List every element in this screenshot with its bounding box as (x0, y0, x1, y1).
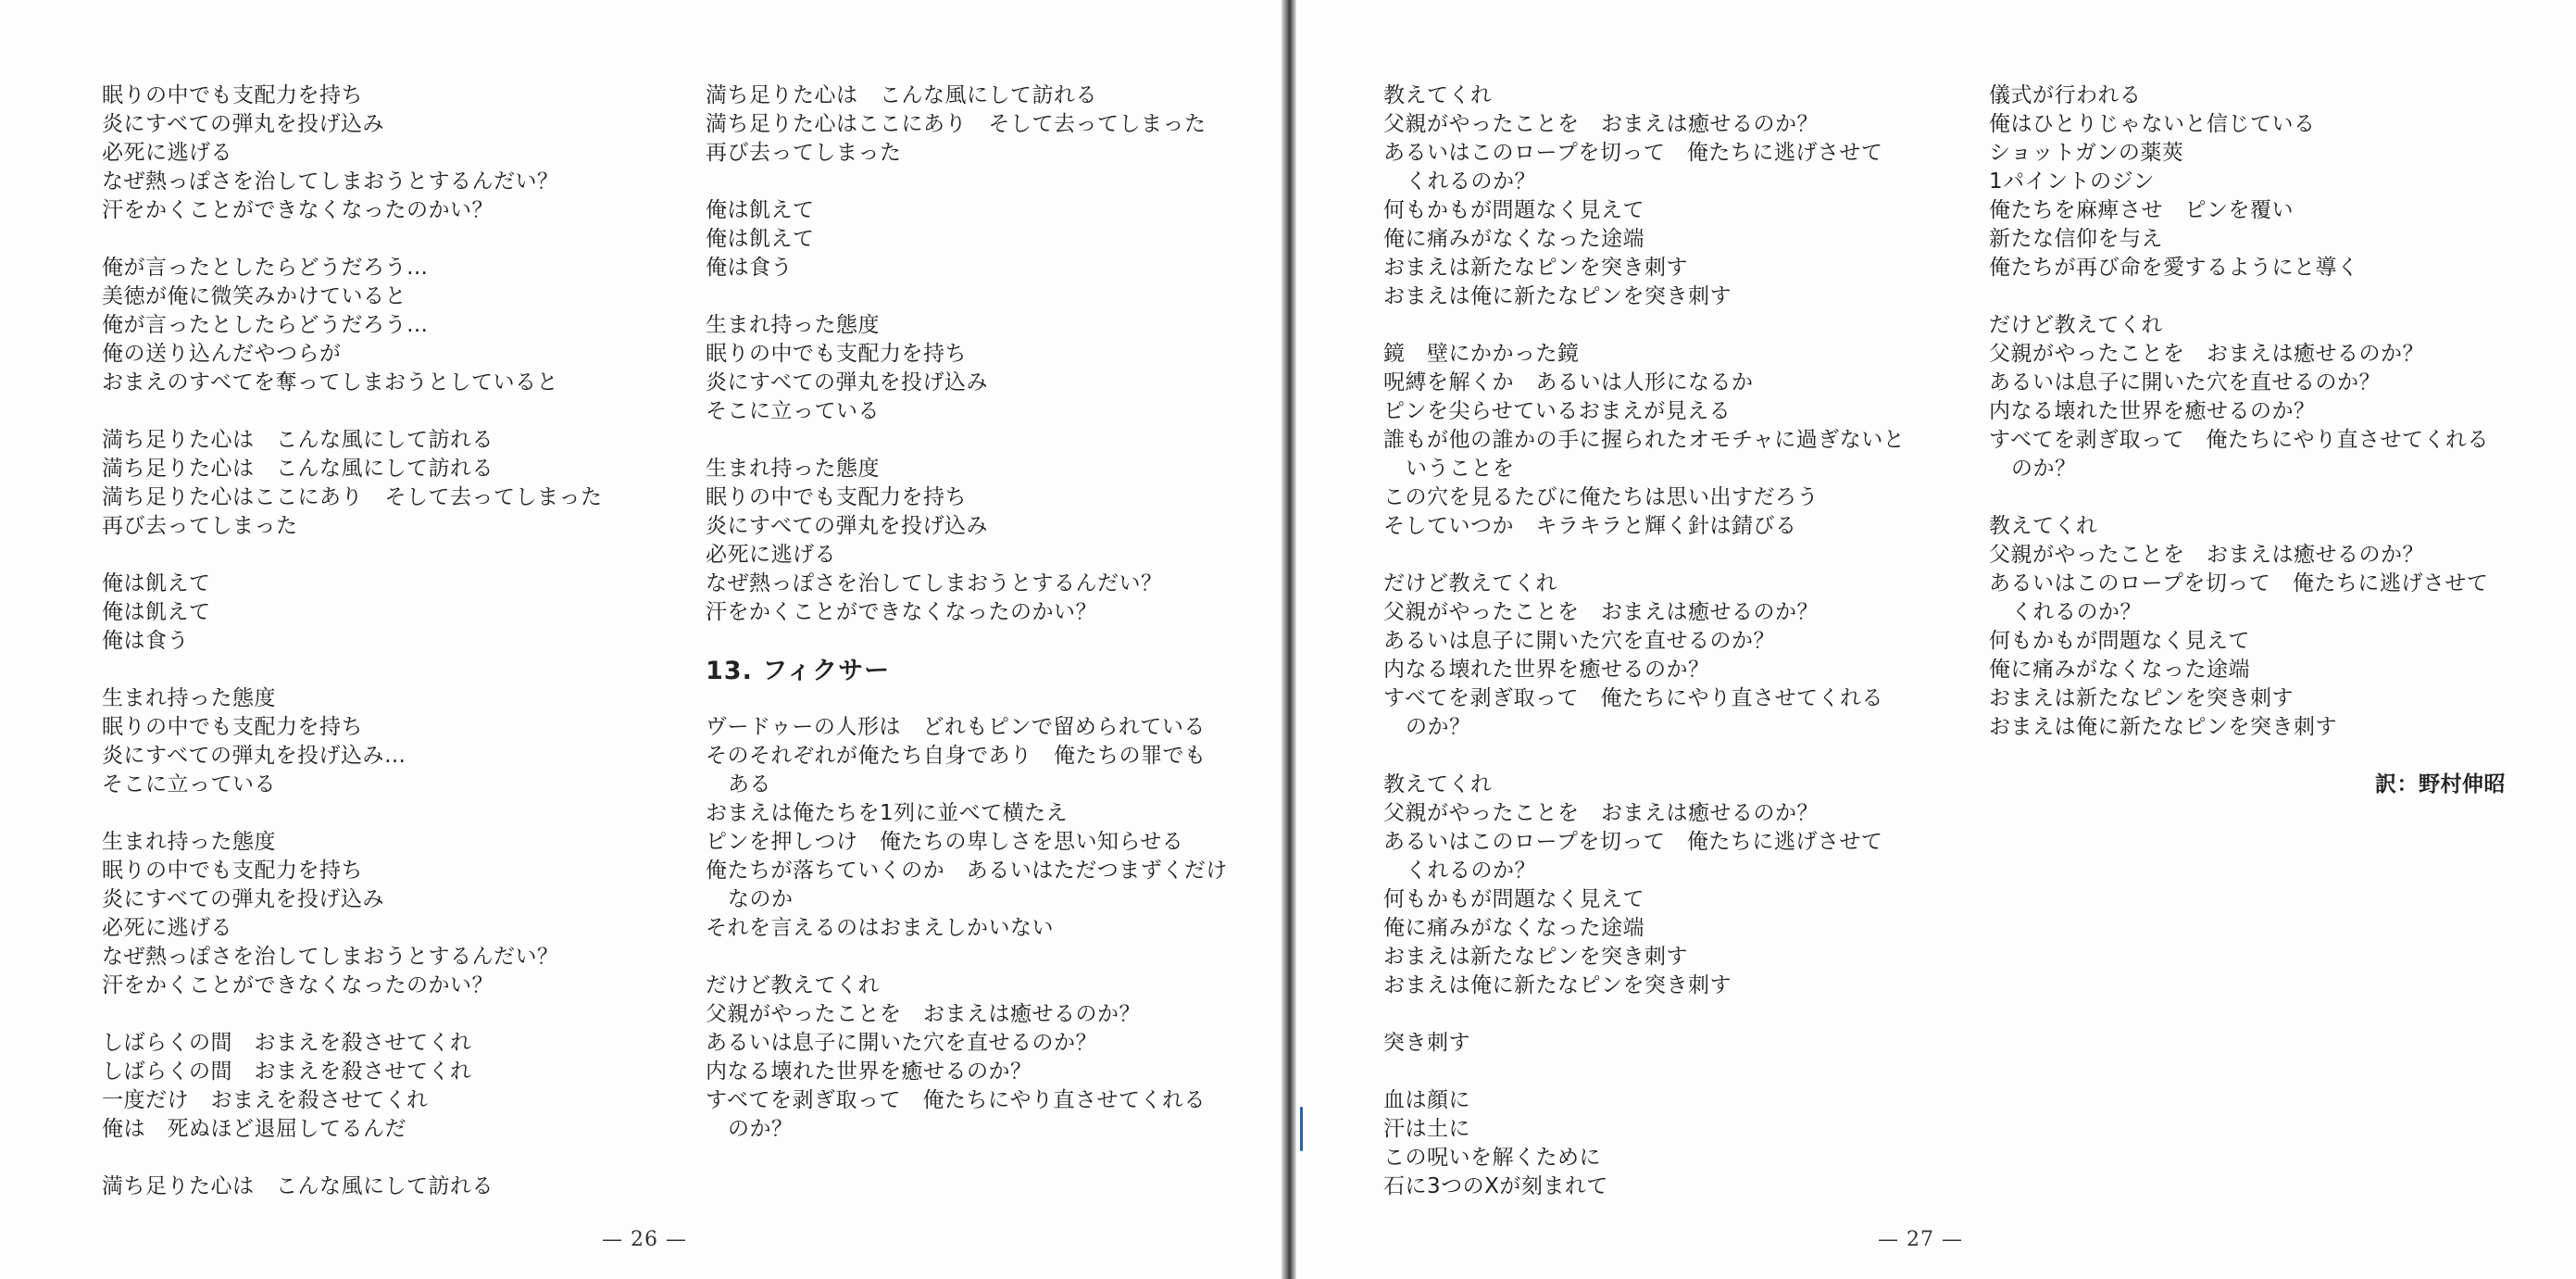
lyric-line: ヴードゥーの人形は どれもピンで留められている (706, 715, 1206, 739)
lyric-line: 生まれ持った態度 (706, 313, 880, 337)
lyric-line: 父親がやったことを おまえは癒せるのか？ (1383, 801, 1819, 825)
lyric-line: 生まれ持った態度 (102, 686, 276, 710)
lyric-line: 満ち足りた心はここにあり そして去ってしまった (102, 485, 603, 509)
stanza (706, 311, 1298, 426)
song-title: 13. フィクサー (706, 657, 891, 685)
ink-mark (1300, 1107, 1303, 1151)
lyric-line: 新たな信仰を与え (1989, 227, 2163, 251)
lyric-line: 内なる壊れた世界を癒せるのか？ (706, 1060, 1032, 1084)
lyric-line: 教えてくれ (1989, 514, 2098, 538)
stanza (1989, 311, 2545, 483)
lyric-line: 汗をかくことができなくなったのかい？ (706, 600, 1097, 624)
lyric-line: 内なる壊れた世界を癒せるのか？ (1989, 399, 2316, 423)
stanza (102, 1029, 694, 1144)
lyric-line: あるいはこのロープを切って 俺たちに逃げさせて (1383, 141, 1883, 165)
lyric-line: ピンを尖らせているおまえが見える (1383, 399, 1732, 423)
lyric-line: 儀式が行われる (1989, 83, 2142, 107)
lyric-line: おまえは俺に新たなピンを突き刺す (1383, 973, 1732, 997)
lyric-line: 生まれ持った態度 (706, 457, 880, 481)
lyric-line: 俺に痛みがなくなった途端 (1383, 227, 1644, 251)
stanza (102, 426, 694, 541)
stanza (1989, 512, 2545, 742)
stanza (102, 82, 694, 225)
lyric-line: 俺は飢えて (102, 571, 211, 596)
lyrics-column-3 (1383, 82, 1976, 1230)
lyric-line: 満ち足りた心は こんな風にして訪れる (102, 457, 494, 481)
lyric-line: 俺はひとりじゃないと信じている (1989, 112, 2316, 136)
lyric-line: 眠りの中でも支配力を持ち (102, 859, 363, 883)
lyric-line: 呪縛を解くか あるいは人形になるか (1383, 370, 1754, 395)
lyric-line: ある (728, 772, 771, 796)
lyric-line: すべてを剥ぎ取って 俺たちにやり直させてくれる (1989, 428, 2490, 452)
lyric-line: すべてを剥ぎ取って 俺たちにやり直させてくれる (706, 1088, 1207, 1112)
lyric-line: なのか (728, 887, 794, 911)
lyric-line: 俺に痛みがなくなった途端 (1383, 916, 1644, 940)
lyric-line: 教えてくれ (1383, 772, 1493, 796)
lyric-line: 再び去ってしまった (706, 141, 902, 165)
lyric-line: 必死に逃げる (102, 916, 232, 940)
lyric-line: 俺に痛みがなくなった途端 (1989, 658, 2250, 682)
lyric-line: 父親がやったことを おまえは癒せるのか？ (1383, 600, 1819, 624)
lyric-line: 満ち足りた心は こんな風にして訪れる (102, 428, 494, 452)
lyric-line: のか？ (728, 1117, 794, 1141)
lyric-line: 俺が言ったとしたらどうだろう… (102, 313, 429, 337)
stanza (102, 684, 694, 799)
stanza (102, 1172, 694, 1201)
lyric-line: 満ち足りた心は こんな風にして訪れる (706, 83, 1097, 107)
lyric-line: くれるのか？ (1406, 169, 1536, 194)
lyric-line: 父親がやったことを おまえは癒せるのか？ (1989, 543, 2424, 567)
lyric-line: 眠りの中でも支配力を持ち (102, 715, 363, 739)
lyric-line: 俺の送り込んだやつらが (102, 342, 342, 366)
stanza (706, 455, 1298, 627)
lyric-line: 生まれ持った態度 (102, 830, 276, 854)
lyric-line: ピンを押しつけ 俺たちの卑しさを思い知らせる (706, 830, 1184, 854)
lyric-line: この穴を見るたびに俺たちは思い出すだろう (1383, 485, 1819, 509)
lyric-line: おまえは俺に新たなピンを突き刺す (1989, 715, 2337, 739)
lyric-line: この呪いを解くために (1383, 1146, 1601, 1170)
lyric-line: おまえは俺たちを1列に並べて横たえ (706, 801, 1069, 825)
lyric-line: くれるのか？ (1406, 859, 1536, 883)
lyric-line: 眠りの中でも支配力を持ち (102, 83, 363, 107)
lyric-line: おまえは新たなピンを突き刺す (1383, 945, 1688, 969)
stanza (1383, 771, 1976, 1000)
stanza (102, 254, 694, 397)
page-number-left: — 26 — (602, 1228, 687, 1251)
lyric-line: くれるのか？ (2011, 600, 2142, 624)
lyric-line: 突き刺す (1383, 1031, 1470, 1055)
lyric-line: 俺は飢えて (102, 600, 211, 624)
lyric-line: 満ち足りた心は こんな風にして訪れる (102, 1174, 494, 1198)
lyric-line: 汗は土に (1383, 1117, 1470, 1141)
lyric-line: 俺は食う (706, 256, 793, 280)
lyrics-column-2 (706, 82, 1298, 1172)
lyric-line: 汗をかくことができなくなったのかい？ (102, 198, 494, 222)
lyric-line: 誰もが他の誰かの手に握られたオモチャに過ぎないと (1383, 428, 1906, 452)
stanza (1383, 82, 1976, 311)
lyric-line: おまえは新たなピンを突き刺す (1383, 256, 1688, 280)
lyrics-column-1 (102, 82, 694, 1230)
lyric-line: あるいはこのロープを切って 俺たちに逃げさせて (1989, 571, 2489, 596)
lyric-line: 炎にすべての弾丸を投げ込み… (102, 744, 406, 768)
lyric-line: 1パイントのジン (1989, 169, 2156, 194)
lyric-line: 何もかもが問題なく見えて (1989, 629, 2250, 653)
translator-credit: 訳：野村伸昭 (2375, 772, 2506, 796)
lyric-line: のか？ (2011, 457, 2077, 481)
lyric-line: しばらくの間 おまえを殺させてくれ (102, 1031, 472, 1055)
lyrics-column-2-top (706, 82, 1298, 627)
lyric-line: すべてを剥ぎ取って 俺たちにやり直させてくれる (1383, 686, 1884, 710)
lyric-line: だけど教えてくれ (1383, 571, 1557, 596)
lyric-line: 何もかもが問題なく見えて (1383, 198, 1644, 222)
lyric-line: 俺が言ったとしたらどうだろう… (102, 256, 429, 280)
lyric-line: そこに立っている (706, 399, 880, 423)
lyric-line: 俺たちを麻痺させ ピンを覆い (1989, 198, 2294, 222)
lyric-line: だけど教えてくれ (1989, 313, 2163, 337)
lyric-line: なぜ熱っぽさを治してしまおうとするんだい？ (706, 571, 1163, 596)
lyric-line: 美徳が俺に微笑みかけていると (102, 284, 406, 308)
lyric-line: あるいは息子に開いた穴を直せるのか？ (1989, 370, 2381, 395)
stanza (706, 196, 1298, 282)
lyric-line: 教えてくれ (1383, 83, 1493, 107)
lyric-line: 石に3つのXが刻まれて (1383, 1174, 1608, 1198)
lyric-line: ショットガンの薬莢 (1989, 141, 2184, 165)
lyric-line: 汗をかくことができなくなったのかい？ (102, 973, 494, 997)
lyric-line: 炎にすべての弾丸を投げ込み (102, 887, 385, 911)
lyric-line: 父親がやったことを おまえは癒せるのか？ (706, 1002, 1141, 1026)
lyrics-column-4-stanzas (1989, 82, 2545, 742)
lyric-line: 一度だけ おまえを殺させてくれ (102, 1088, 429, 1112)
lyric-line: あるいはこのロープを切って 俺たちに逃げさせて (1383, 830, 1883, 854)
lyric-line: おまえは新たなピンを突き刺す (1989, 686, 2294, 710)
lyric-line: 再び去ってしまった (102, 514, 298, 538)
lyric-line: なぜ熱っぽさを治してしまおうとするんだい？ (102, 169, 559, 194)
lyric-line: 満ち足りた心はここにあり そして去ってしまった (706, 112, 1207, 136)
lyrics-column-4 (1989, 82, 2545, 799)
lyric-line: 父親がやったことを おまえは癒せるのか？ (1383, 112, 1819, 136)
lyric-line: 炎にすべての弾丸を投げ込み (102, 112, 385, 136)
lyric-line: あるいは息子に開いた穴を直せるのか？ (706, 1031, 1097, 1055)
lyric-line: のか？ (1406, 715, 1471, 739)
stanza (1383, 340, 1976, 541)
stanza (1383, 570, 1976, 742)
lyric-line: 炎にすべての弾丸を投げ込み (706, 514, 989, 538)
page-number-right: — 27 — (1878, 1228, 1963, 1251)
lyric-line: 俺は飢えて (706, 227, 815, 251)
lyric-line: 必死に逃げる (102, 141, 232, 165)
lyric-line: なぜ熱っぽさを治してしまおうとするんだい？ (102, 945, 559, 969)
lyric-line: おまえは俺に新たなピンを突き刺す (1383, 284, 1732, 308)
lyric-line: 俺たちが落ちていくのか あるいはただつまずくだけ (706, 859, 1228, 883)
lyric-line: 俺は飢えて (706, 198, 815, 222)
lyric-line: そしていつか キラキラと輝く針は錆びる (1383, 514, 1797, 538)
stanza (102, 828, 694, 1000)
lyric-line: 内なる壊れた世界を癒せるのか？ (1383, 658, 1710, 682)
stanza (706, 972, 1298, 1144)
lyric-line: 眠りの中でも支配力を持ち (706, 342, 967, 366)
lyric-line: 炎にすべての弾丸を投げ込み (706, 370, 989, 395)
lyric-line: しばらくの間 おまえを殺させてくれ (102, 1060, 472, 1084)
lyric-line: そのそれぞれが俺たち自身であり 俺たちの罪でも (706, 744, 1207, 768)
lyric-line: 眠りの中でも支配力を持ち (706, 485, 967, 509)
lyric-line: あるいは息子に開いた穴を直せるのか？ (1383, 629, 1775, 653)
lyric-line: 何もかもが問題なく見えて (1383, 887, 1644, 911)
stanza (706, 82, 1298, 168)
lyric-line: 血は顔に (1383, 1088, 1470, 1112)
lyric-line: おまえのすべてを奪ってしまおうとしていると (102, 370, 559, 395)
lyrics-column-2-bottom (706, 713, 1298, 1144)
stanza (1383, 1029, 1976, 1058)
lyric-line: 必死に逃げる (706, 543, 836, 567)
stanza (706, 713, 1298, 943)
lyric-line: それを言えるのはおまえしかいない (706, 916, 1054, 940)
lyric-line: 父親がやったことを おまえは癒せるのか？ (1989, 342, 2424, 366)
lyric-line: そこに立っている (102, 772, 276, 796)
stanza (102, 570, 694, 656)
stanza (1989, 82, 2545, 282)
lyric-line: だけど教えてくれ (706, 973, 880, 997)
lyric-line: いうことを (1406, 457, 1515, 481)
lyric-line: 俺は食う (102, 629, 189, 653)
lyric-line: 俺たちが再び命を愛するようにと導く (1989, 256, 2359, 280)
lyric-line: 鏡 壁にかかった鏡 (1383, 342, 1580, 366)
stanza (1383, 1086, 1976, 1201)
lyric-line: 俺は 死ぬほど退屈してるんだ (102, 1117, 406, 1141)
